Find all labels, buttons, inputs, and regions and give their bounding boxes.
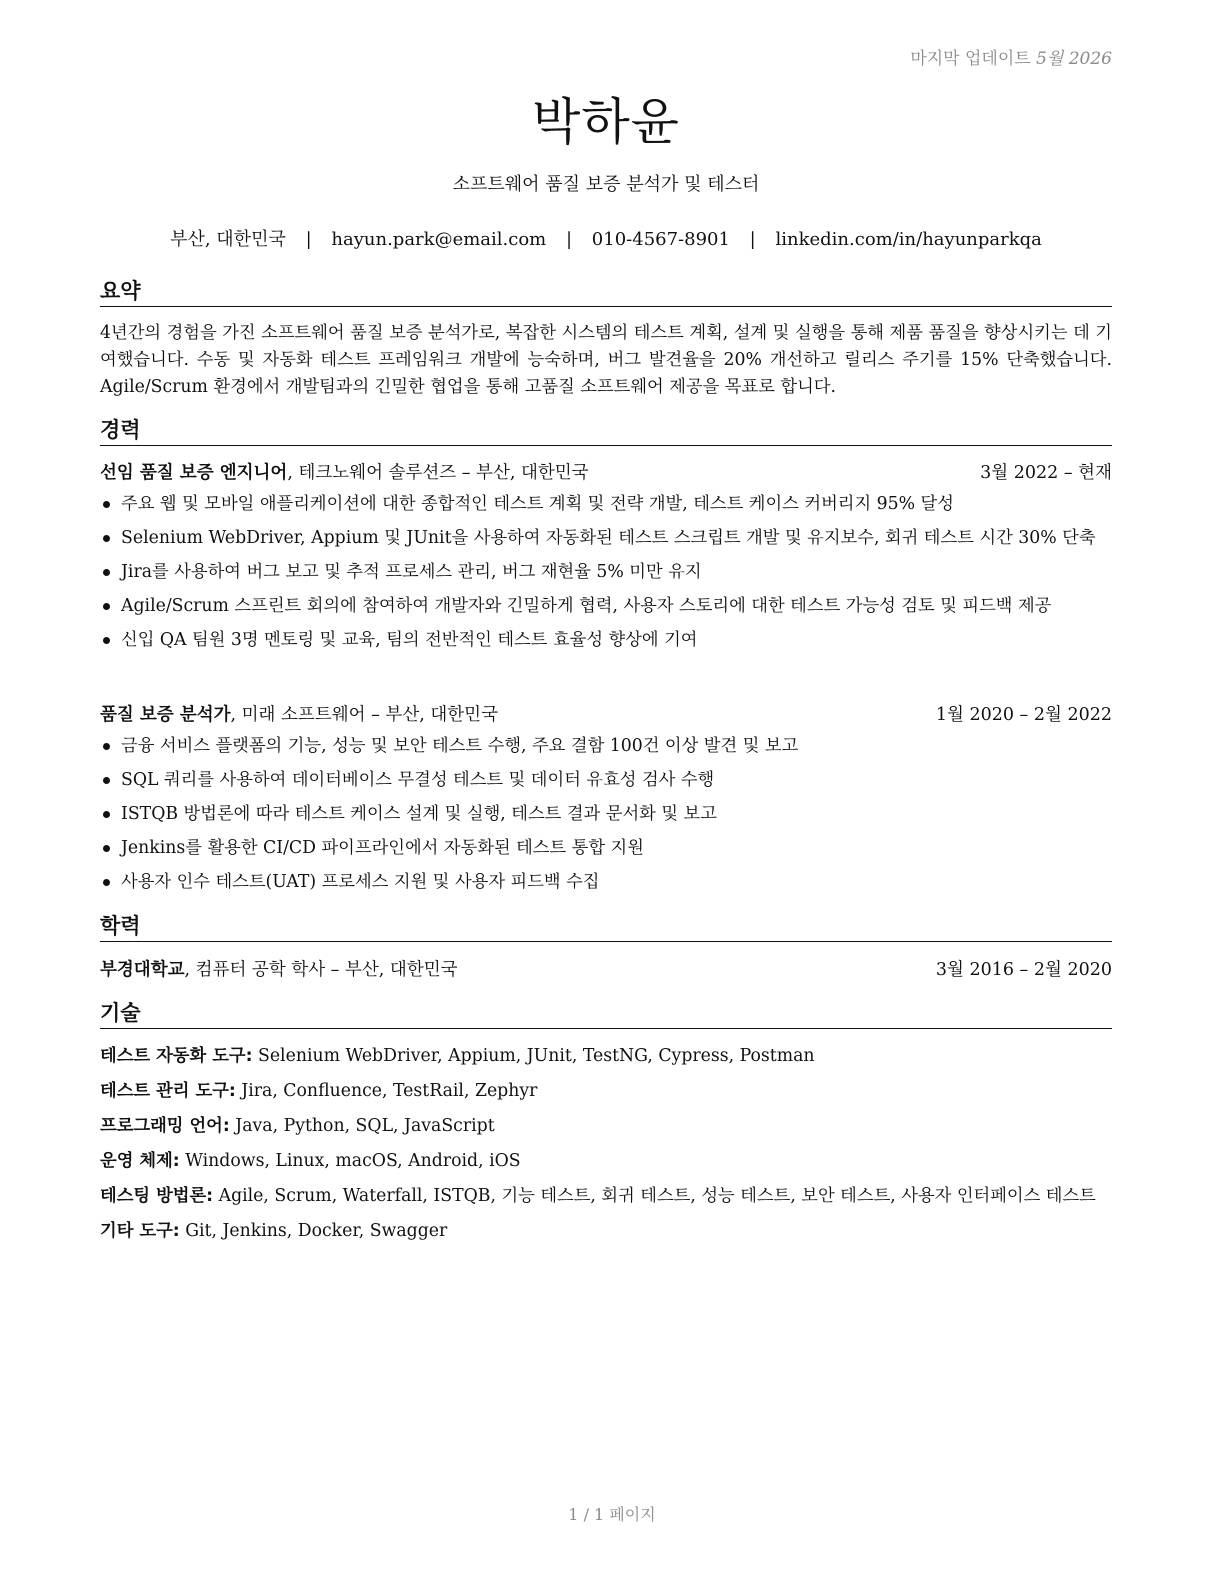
summary-text: 4년간의 경험을 가진 소프트웨어 품질 보증 분석가로, 복잡한 시스템의 테스트 계획, 설계 및 실행을 통해 제품 품질을 향상시키는 데 기여했습니다. 수동 및 자동화 테스트 프레임워크 개발에 능숙하며, 버그 발견율을 20% 개선하고 릴리스 주기를 15% 단축했습니다. Agile/Scrum 환경에서 개발팀과의 긴밀한 협업을 통해 고품질 소프트웨어 제공을 목표로 합니다. (100, 323, 1112, 397)
candidate-name: 박하윤 (532, 93, 680, 151)
list-item: ISTQB 방법론에 따라 테스트 케이스 설계 및 실행, 테스트 결과 문서화 및 보고 (100, 802, 1112, 827)
list-item: Agile/Scrum 스프린트 회의에 참여하여 개발자와 긴밀하게 협력, 사용자 스토리에 대한 테스트 가능성 검토 및 피드백 제공 (100, 594, 1112, 619)
job-date: 3월 2022 – 현재 (980, 463, 1112, 483)
skill-row (100, 1044, 1112, 1069)
skill-value: Agile, Scrum, Waterfall, ISTQB, 기능 테스트, 회귀 테스트, 성능 테스트, 보안 테스트, 사용자 인터페이스 테스트 (213, 1186, 1096, 1206)
last-updated-label: 마지막 업데이트 (910, 49, 1031, 69)
skill-label: 테스트 자동화 도구: (100, 1046, 253, 1066)
skill-row (100, 1184, 1112, 1209)
education-entry (100, 958, 1112, 982)
education-detail: , 컴퓨터 공학 학사 – 부산, 대한민국 (184, 960, 458, 980)
last-updated-year: 2026 (1068, 49, 1112, 69)
section-title-education: 학력 (100, 913, 1112, 942)
skill-label: 테스팅 방법론: (100, 1186, 214, 1206)
list-item: Selenium WebDriver, Appium 및 JUnit을 사용하여 자동화된 테스트 스크립트 개발 및 유지보수, 회귀 테스트 시간 30% 단축 (100, 526, 1112, 551)
page-indicator: 1 / 1 페이지 (568, 1505, 656, 1524)
contact-separator: | (749, 229, 756, 250)
contact-separator: | (565, 229, 573, 250)
skill-label: 테스트 관리 도구: (100, 1081, 236, 1101)
list-item: 금융 서비스 플랫폼의 기능, 성능 및 보안 테스트 수행, 주요 결함 100건 이상 발견 및 보고 (100, 734, 1112, 759)
section-title-summary: 요약 (100, 278, 1112, 307)
skill-row (100, 1114, 1112, 1139)
job-company: , 미래 소프트웨어 – 부산, 대한민국 (230, 705, 498, 725)
skill-label: 운영 체제: (100, 1151, 180, 1171)
section-title-skills: 기술 (100, 1000, 1112, 1029)
job-bullets (100, 734, 1112, 904)
list-item: Jenkins를 활용한 CI/CD 파이프라인에서 자동화된 테스트 통합 지원 (100, 836, 1112, 861)
skill-row (100, 1149, 1112, 1174)
last-updated-month: 5월 (1036, 49, 1064, 69)
skill-label: 기타 도구: (100, 1221, 180, 1241)
contact-linkedin[interactable]: linkedin.com/in/hayunparkqa (775, 229, 1042, 250)
job-header (100, 703, 1112, 727)
skill-row (100, 1079, 1112, 1104)
job-date: 1월 2020 – 2월 2022 (935, 705, 1112, 725)
skill-value: Java, Python, SQL, JavaScript (229, 1116, 495, 1136)
job-bullets (100, 492, 1112, 662)
contact-email[interactable]: hayun.park@email.com (331, 229, 547, 250)
skill-value: Jira, Confluence, TestRail, Zephyr (235, 1081, 538, 1101)
list-item: SQL 쿼리를 사용하여 데이터베이스 무결성 테스트 및 데이터 유효성 검사 수행 (100, 768, 1112, 793)
list-item: Jira를 사용하여 버그 보고 및 추적 프로세스 관리, 버그 재현율 5% 미만 유지 (100, 560, 1112, 585)
education-date: 3월 2016 – 2월 2020 (935, 960, 1112, 980)
list-item: 주요 웹 및 모바일 애플리케이션에 대한 종합적인 테스트 계획 및 전략 개발, 테스트 케이스 커버리지 95% 달성 (100, 492, 1112, 517)
candidate-tagline: 소프트웨어 품질 보증 분석가 및 테스터 (452, 174, 760, 195)
job-company: , 테크노웨어 솔루션즈 – 부산, 대한민국 (287, 463, 589, 483)
skill-value: Selenium WebDriver, Appium, JUnit, TestNG, Cypress, Postman (252, 1046, 815, 1066)
skill-label: 프로그래밍 언어: (100, 1116, 230, 1136)
skill-row (100, 1219, 1112, 1244)
section-title-experience: 경력 (100, 417, 1112, 446)
contact-line (100, 225, 1112, 251)
list-item: 신입 QA 팀원 3명 멘토링 및 교육, 팀의 전반적인 테스트 효율성 향상에 기여 (100, 628, 1112, 653)
list-item: 사용자 인수 테스트(UAT) 프로세스 지원 및 사용자 피드백 수집 (100, 870, 1112, 895)
contact-phone: 010-4567-8901 (591, 229, 730, 250)
last-updated (910, 44, 1112, 69)
skill-value: Git, Jenkins, Docker, Swagger (179, 1221, 448, 1241)
job-role: 품질 보증 분석가 (100, 705, 231, 725)
skill-value: Windows, Linux, macOS, Android, iOS (179, 1151, 521, 1171)
contact-location: 부산, 대한민국 (170, 229, 286, 250)
contact-separator: | (305, 229, 312, 250)
education-school: 부경대학교 (100, 960, 185, 980)
job-role: 선임 품질 보증 엔지니어 (100, 463, 288, 483)
job-header (100, 461, 1112, 485)
skills-list (100, 1044, 1112, 1254)
